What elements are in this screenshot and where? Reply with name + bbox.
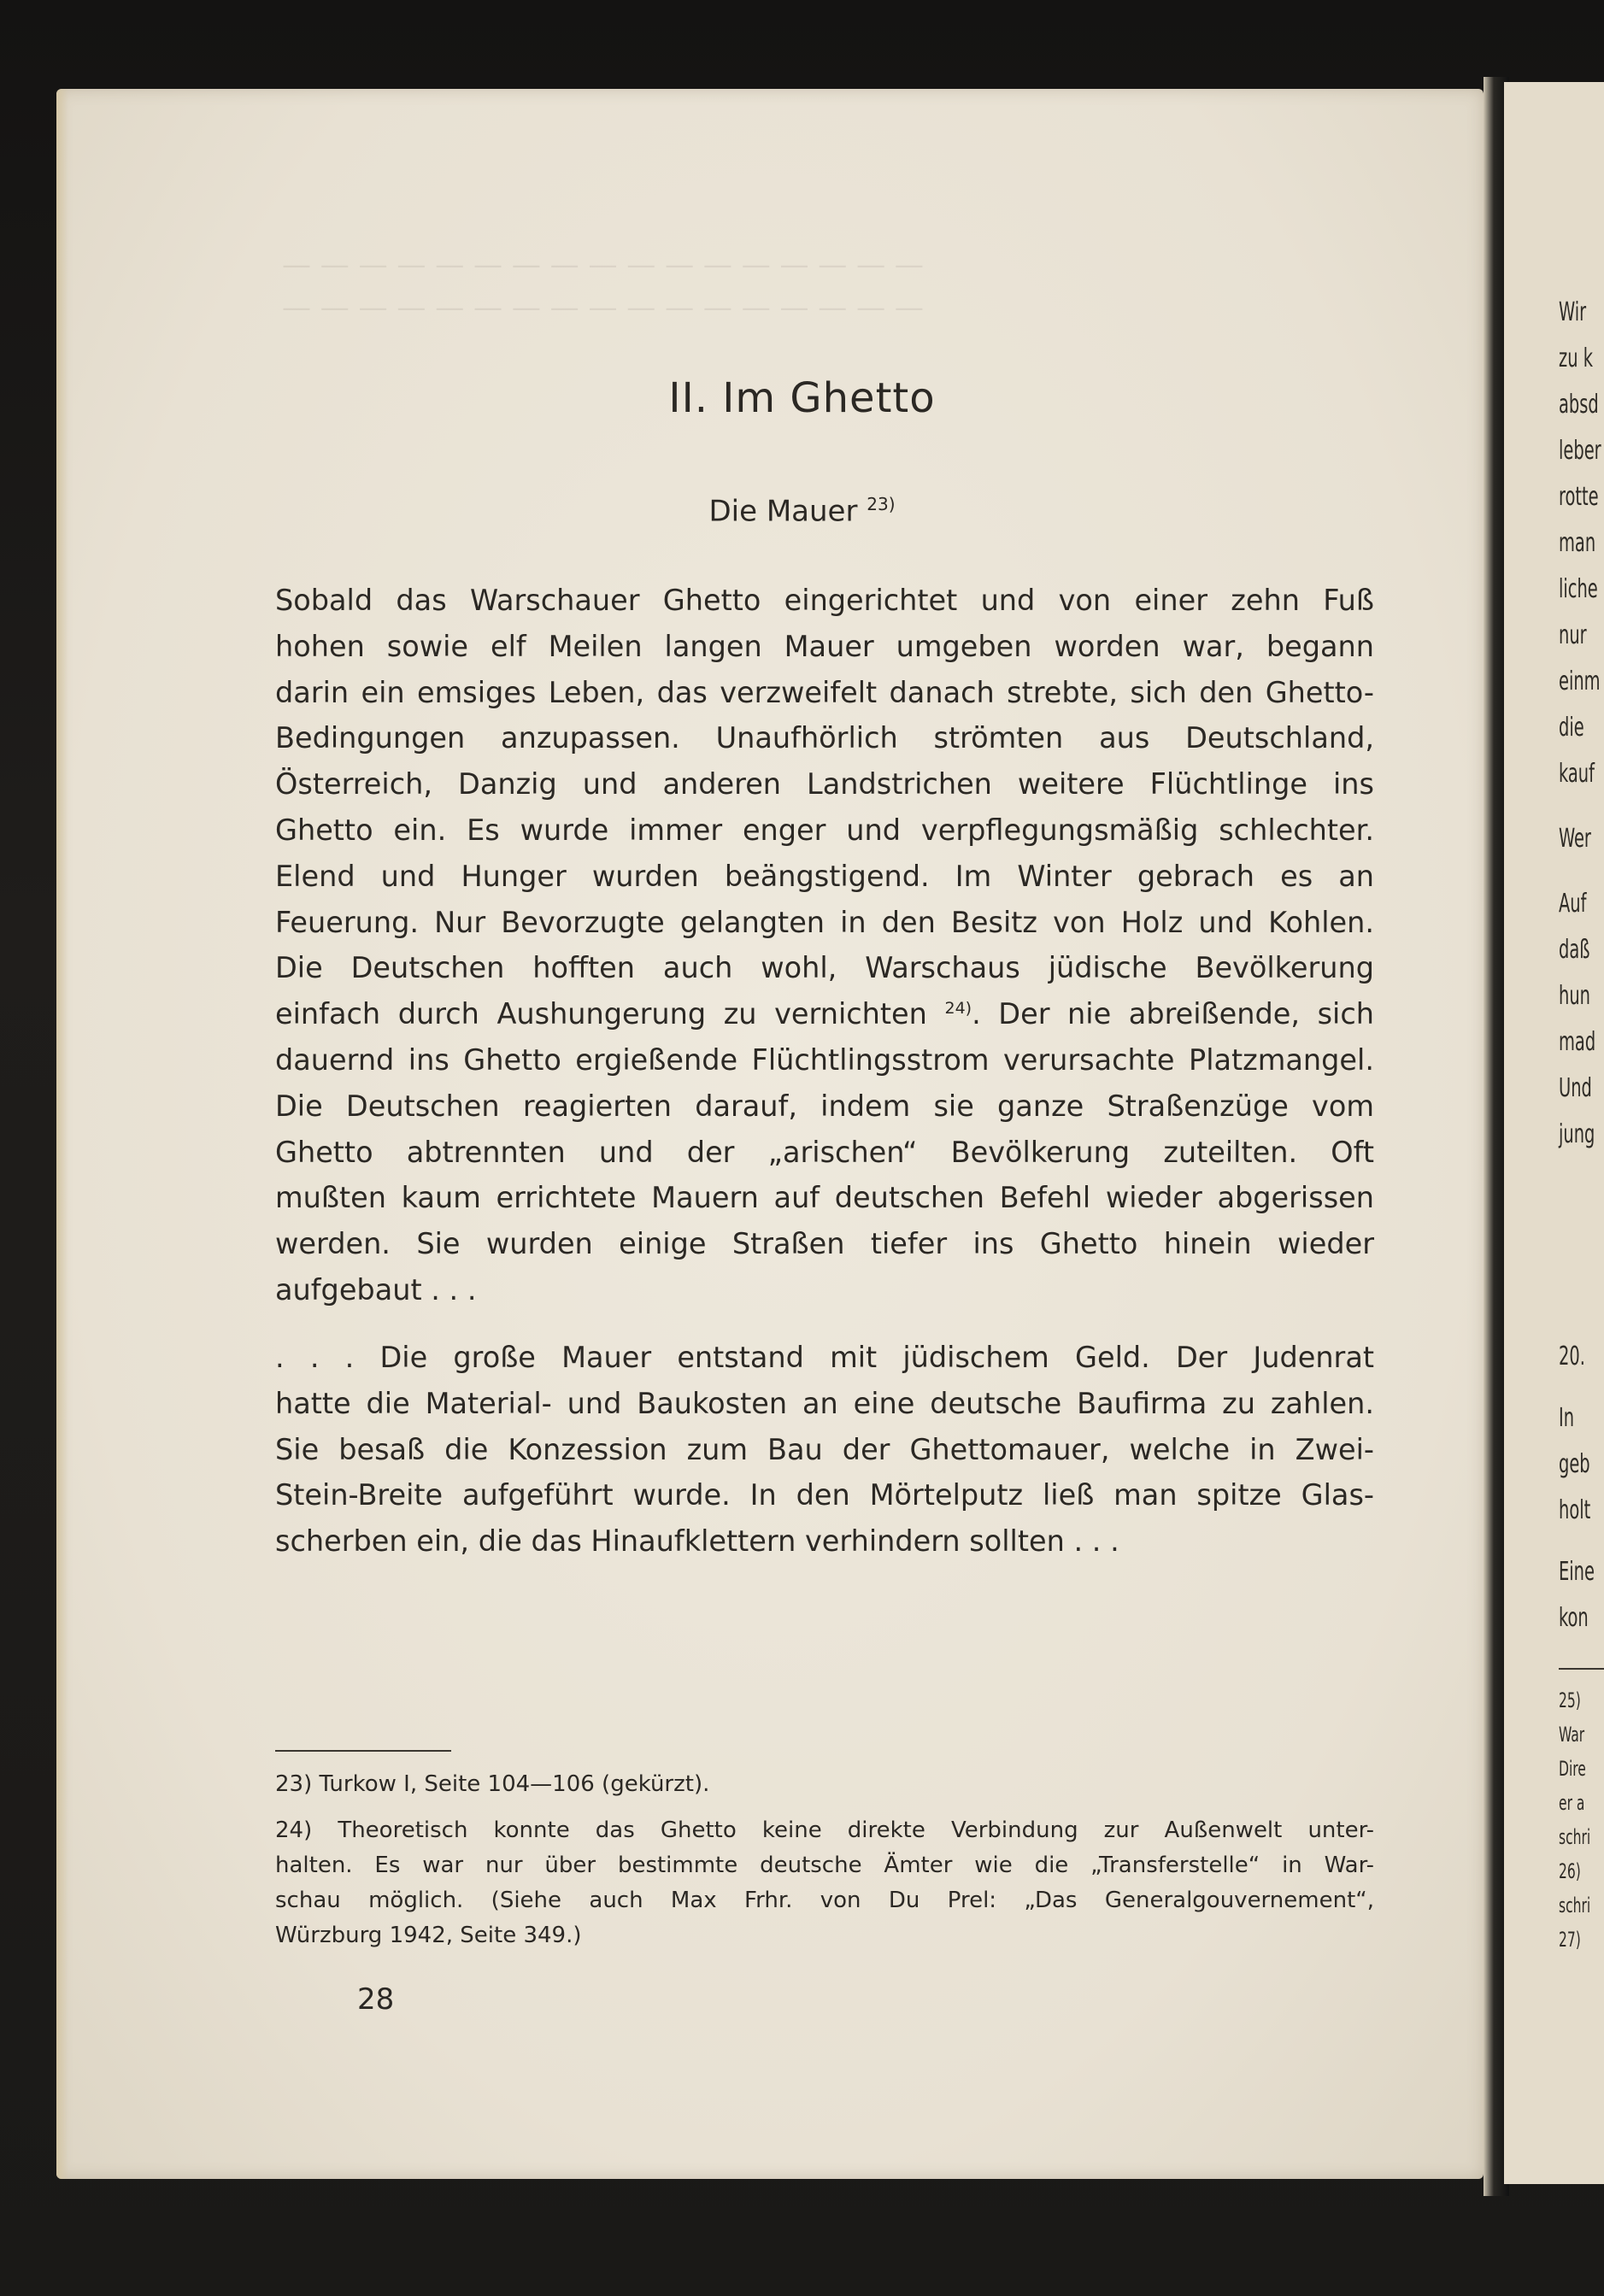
- next-page-fragment: zu k: [1559, 344, 1593, 373]
- paragraph-line: hohen sowie elf Meilen langen Mauer umgeben worden war, begann: [275, 629, 1374, 663]
- paragraph-line: Die Deutschen hofften auch wohl, Warschaus jüdische Bevölkerung: [275, 951, 1374, 985]
- paragraph-line: Elend und Hunger wurden beängstigend. Im Winter gebrach es an: [275, 859, 1374, 893]
- paragraph-line: dauernd ins Ghetto ergießende Flüchtlingsstrom verursachte Platzmangel.: [275, 1042, 1374, 1077]
- next-page-footnote: 27): [1559, 1928, 1581, 1952]
- paragraph-line: darin ein emsiges Leben, das verzweifelt danach strebte, sich den Ghetto-: [275, 675, 1374, 709]
- footnote-24: [275, 1813, 1374, 1953]
- next-page-footnote: Dire: [1559, 1757, 1586, 1781]
- next-page-footnote: 26): [1559, 1859, 1581, 1883]
- bleed-through-text: — — — — — — — — — — — — — — — — —: [282, 291, 924, 325]
- paragraph-line: Feuerung. Nur Bevorzugte gelangten in den Besitz von Holz und Kohlen.: [275, 905, 1374, 939]
- paragraph-line: Ghetto ein. Es wurde immer enger und verpflegungsmäßig schlechter.: [275, 813, 1374, 847]
- next-page-fragment: leber: [1559, 436, 1601, 466]
- paragraph-line: . . . Die große Mauer entstand mit jüdischem Geld. Der Judenrat: [275, 1341, 1374, 1374]
- footnote-ref-24: 24): [944, 999, 972, 1019]
- footnote-ref-23: 23): [867, 494, 896, 514]
- chapter-title: II. Im Ghetto: [668, 374, 936, 422]
- next-page-fragment: Und: [1559, 1073, 1592, 1103]
- paragraph-line: Sie besaß die Konzession zum Bau der Ghettomauer, welche in Zwei-: [275, 1432, 1374, 1466]
- next-page-fragment: jung: [1559, 1119, 1595, 1149]
- page-number: 28: [357, 1982, 395, 2017]
- paragraph-line-with-ref: [275, 991, 1374, 1037]
- next-page-fragment: mad: [1559, 1027, 1596, 1057]
- next-page-fragment: Wir: [1559, 297, 1587, 327]
- footnote-line: Würzburg 1942, Seite 349.): [275, 1923, 582, 1948]
- bleed-through-text: — — — — — — — — — — — — — — — — —: [282, 248, 924, 282]
- paragraph-line: hatte die Material- und Baukosten an eine deutsche Baufirma zu zahlen.: [275, 1386, 1374, 1420]
- next-page-fragment: In: [1559, 1403, 1575, 1433]
- next-page-fragment: nur: [1559, 620, 1587, 650]
- paragraph-line-tail: . Der nie abreißende, sich: [972, 997, 1374, 1031]
- next-page-section-number: 20.: [1559, 1342, 1585, 1371]
- next-page-fragment: kon: [1559, 1603, 1589, 1633]
- next-page-fragment: die: [1559, 713, 1584, 743]
- paragraph-line: Die Deutschen reagierten darauf, indem sie ganze Straßenzüge vom: [275, 1089, 1374, 1123]
- paragraph-line: Ghetto abtrennten und der „arischen“ Bevölkerung zuteilten. Oft: [275, 1135, 1374, 1169]
- paragraph-line-text: einfach durch Aushungerung zu vernichten: [275, 997, 927, 1031]
- paragraph-line: Stein-Breite aufgeführt wurde. In den Mörtelputz ließ man spitze Glas-: [275, 1478, 1374, 1512]
- paragraph-line: Sobald das Warschauer Ghetto eingerichtet und von einer zehn Fuß: [275, 584, 1374, 617]
- next-page-fragment: Eine: [1559, 1557, 1595, 1587]
- next-page-footnote: 25): [1559, 1688, 1581, 1712]
- section-title: [0, 494, 1604, 528]
- next-page-fragment: geb: [1559, 1449, 1590, 1479]
- footnote-line: schau möglich. (Siehe auch Max Frhr. von Du Prel: „Das Generalgouvernement“,: [275, 1888, 1374, 1913]
- book-page-right-partial: [1504, 82, 1604, 2184]
- footnote-divider: [275, 1750, 451, 1752]
- paragraph-line: mußten kaum errichtete Mauern auf deutschen Befehl wieder abgerissen: [275, 1181, 1374, 1215]
- next-page-footnote: schri: [1559, 1894, 1591, 1917]
- footnote-23: [275, 1767, 1374, 1802]
- next-page-fragment: rotte: [1559, 482, 1599, 512]
- next-page-fragment: hun: [1559, 981, 1590, 1011]
- footnote-line: halten. Es war nur über bestimmte deutsche Ämter wie die „Transferstelle“ in War-: [275, 1853, 1374, 1878]
- next-page-footnote: War: [1559, 1723, 1585, 1747]
- paragraph-1: [275, 578, 1374, 1313]
- paragraph-line: werden. Sie wurden einige Straßen tiefer ins Ghetto hinein wieder: [275, 1227, 1374, 1261]
- next-page-fragment: Auf: [1559, 889, 1587, 919]
- next-page-fragment: absd: [1559, 390, 1599, 420]
- paragraph-line: Österreich, Danzig und anderen Landstrichen weitere Flüchtlinge ins: [275, 767, 1374, 802]
- paragraph-2: [275, 1335, 1374, 1565]
- next-page-footnote: er a: [1559, 1791, 1585, 1815]
- footnote-line: 23) Turkow I, Seite 104—106 (gekürzt).: [275, 1771, 710, 1797]
- next-page-fragment: Wer: [1559, 824, 1591, 854]
- paragraph-line: aufgebaut . . .: [275, 1272, 477, 1307]
- paragraph-line: Bedingungen anzupassen. Unaufhörlich strömten aus Deutschland,: [275, 721, 1374, 755]
- footnote-line: 24) Theoretisch konnte das Ghetto keine direkte Verbindung zur Außenwelt unter-: [275, 1817, 1374, 1843]
- next-page-footnote: schri: [1559, 1825, 1591, 1849]
- paragraph-line: scherben ein, die das Hinaufklettern verhindern sollten . . .: [275, 1524, 1119, 1559]
- next-page-fragment: einm: [1559, 666, 1601, 696]
- next-page-fragment: man: [1559, 528, 1596, 558]
- section-title-text: Die Mauer: [708, 494, 858, 529]
- next-page-fragment: daß: [1559, 935, 1590, 965]
- next-page-fragment: holt: [1559, 1495, 1591, 1525]
- next-page-fragment: kauf: [1559, 759, 1595, 789]
- next-page-fragment: liche: [1559, 574, 1598, 604]
- next-page-footnote-divider: [1559, 1668, 1604, 1670]
